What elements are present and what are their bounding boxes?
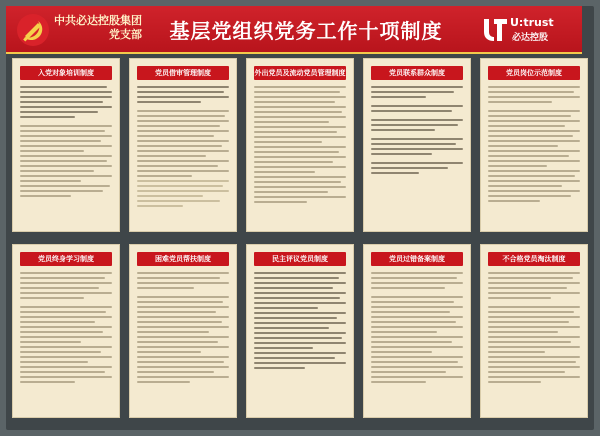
org-line-1: 中共必达控股集团 [54,14,142,27]
party-emblem-icon [16,13,50,47]
brand-chinese: 必达控股 [512,33,549,43]
panel-body [488,86,580,226]
panel-body [137,86,229,226]
panel-democratic-evaluation [246,244,354,418]
brand-english: U:trust [510,16,554,29]
panel-title: 困难党员帮扶制度 [137,252,229,266]
panel-body [254,272,346,412]
panel-title: 党员终身学习制度 [20,252,112,266]
regulations-grid [6,58,582,418]
panel-body [488,272,580,412]
panel-lifelong-learning [12,244,120,418]
organization-name [54,14,142,42]
panel-party-member-review [129,58,237,232]
panel-title: 民主评议党员制度 [254,252,346,266]
panel-title: 外出党员及流动党员管理制度 [254,66,346,80]
panel-title: 党员借审管理制度 [137,66,229,80]
ut-logo-icon [482,16,508,42]
panel-title: 入党对象培训制度 [20,66,112,80]
panel-title: 党员联系群众制度 [371,66,463,80]
panel-body [371,272,463,412]
org-line-2: 党支部 [109,28,142,41]
header-banner [6,6,582,54]
panel-migrant-member-management [246,58,354,232]
panel-body [20,86,112,226]
panel-title: 不合格党员淘汰制度 [488,252,580,266]
panel-body [137,272,229,412]
panel-body [254,86,346,226]
board-title: 基层党组织党务工作十项制度 [169,19,443,43]
panel-body [371,86,463,226]
panel-unqualified-elimination [480,244,588,418]
panel-title: 党员岗位示范制度 [488,66,580,80]
panel-mistake-record [363,244,471,418]
panel-title: 党员过错备案制度 [371,252,463,266]
panel-party-candidate-training [12,58,120,232]
panel-member-post-model [480,58,588,232]
panel-hardship-support [129,244,237,418]
panel-member-contact-masses [363,58,471,232]
brand-logo [482,14,572,44]
panel-body [20,272,112,412]
